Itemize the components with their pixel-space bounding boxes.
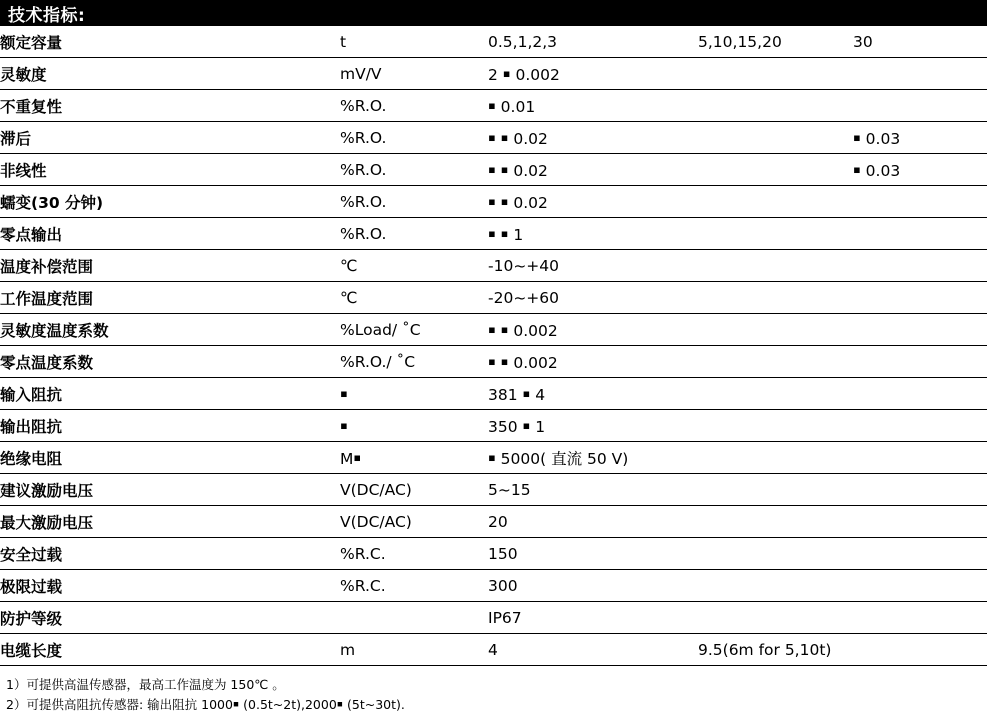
row-unit: M￭ [340, 442, 488, 474]
table-row [0, 538, 987, 570]
row-label: 工作温度范围 [0, 282, 340, 314]
row-value-3 [853, 538, 987, 570]
footnote-2: 2）可提供高阻抗传感器: 输出阻抗 1000￭ (0.5t~2t),2000￭ (5t~30t). [6, 697, 405, 712]
row-value-3: ￭ 0.03 [853, 122, 987, 154]
footnotes [0, 666, 987, 715]
row-value-2 [698, 90, 853, 122]
row-value-2 [698, 346, 853, 378]
row-unit: %R.C. [340, 538, 488, 570]
row-label: 零点输出 [0, 218, 340, 250]
row-value-1: 4 [488, 634, 698, 666]
row-label: 非线性 [0, 154, 340, 186]
row-value-1: ￭ ￭ 1 [488, 218, 698, 250]
row-value-3 [853, 314, 987, 346]
row-value-2 [698, 186, 853, 218]
table-row [0, 378, 987, 410]
row-unit: V(DC/AC) [340, 474, 488, 506]
row-label: 额定容量 [0, 26, 340, 58]
table-row [0, 282, 987, 314]
row-value-1: ￭ 5000( 直流 50 V) [488, 442, 698, 474]
row-value-2 [698, 154, 853, 186]
row-value-1: 350 ￭ 1 [488, 410, 698, 442]
row-value-3 [853, 186, 987, 218]
row-value-2 [698, 506, 853, 538]
row-value-1: IP67 [488, 602, 698, 634]
row-value-2 [698, 282, 853, 314]
row-label: 绝缘电阻 [0, 442, 340, 474]
row-value-1: 381 ￭ 4 [488, 378, 698, 410]
row-value-2 [698, 538, 853, 570]
table-row [0, 602, 987, 634]
row-value-1: 300 [488, 570, 698, 602]
row-label: 灵敏度 [0, 58, 340, 90]
row-unit: V(DC/AC) [340, 506, 488, 538]
table-row [0, 410, 987, 442]
footnote-1: 1）可提供高温传感器，最高工作温度为 150℃ 。 [6, 677, 285, 692]
row-value-2 [698, 570, 853, 602]
table-row [0, 26, 987, 58]
row-value-3 [853, 410, 987, 442]
row-label: 灵敏度温度系数 [0, 314, 340, 346]
table-row [0, 218, 987, 250]
row-label: 温度补偿范围 [0, 250, 340, 282]
row-value-3 [853, 90, 987, 122]
row-label: 电缆长度 [0, 634, 340, 666]
row-label: 防护等级 [0, 602, 340, 634]
row-label: 输入阻抗 [0, 378, 340, 410]
row-value-3 [853, 250, 987, 282]
table-row [0, 506, 987, 538]
table-row [0, 90, 987, 122]
row-label: 蠕变(30 分钟) [0, 186, 340, 218]
page-title: 技术指标: [8, 5, 86, 26]
row-value-1: ￭ ￭ 0.02 [488, 154, 698, 186]
table-row [0, 346, 987, 378]
table-row [0, 154, 987, 186]
row-value-3 [853, 346, 987, 378]
table-row [0, 58, 987, 90]
row-value-3: 30 [853, 26, 987, 58]
section-title-bar [0, 0, 987, 26]
table-row [0, 122, 987, 154]
row-value-3 [853, 474, 987, 506]
row-unit [340, 602, 488, 634]
row-unit: %R.C. [340, 570, 488, 602]
table-body [0, 26, 987, 666]
table-row [0, 570, 987, 602]
row-value-2 [698, 250, 853, 282]
row-label: 极限过载 [0, 570, 340, 602]
row-value-2: 5,10,15,20 [698, 26, 853, 58]
row-value-1: -10~+40 [488, 250, 698, 282]
row-unit: %R.O. [340, 122, 488, 154]
row-value-2 [698, 122, 853, 154]
row-label: 零点温度系数 [0, 346, 340, 378]
row-value-2 [698, 474, 853, 506]
row-unit: ￭ [340, 378, 488, 410]
table-row [0, 634, 987, 666]
row-label: 滞后 [0, 122, 340, 154]
row-value-1: 2 ￭ 0.002 [488, 58, 698, 90]
row-value-3 [853, 282, 987, 314]
row-unit: ℃ [340, 250, 488, 282]
row-value-2 [698, 442, 853, 474]
row-label: 安全过载 [0, 538, 340, 570]
table-row [0, 186, 987, 218]
row-value-1: ￭ 0.01 [488, 90, 698, 122]
row-unit: t [340, 26, 488, 58]
row-unit: %Load/ ˚C [340, 314, 488, 346]
row-value-3 [853, 506, 987, 538]
row-unit: mV/V [340, 58, 488, 90]
row-value-2 [698, 314, 853, 346]
row-label: 建议激励电压 [0, 474, 340, 506]
row-unit: %R.O. [340, 218, 488, 250]
row-unit: %R.O. [340, 154, 488, 186]
row-value-3: ￭ 0.03 [853, 154, 987, 186]
row-unit: %R.O. [340, 186, 488, 218]
row-value-1: ￭ ￭ 0.002 [488, 314, 698, 346]
table-row [0, 314, 987, 346]
row-value-3 [853, 218, 987, 250]
row-value-1: 0.5,1,2,3 [488, 26, 698, 58]
row-value-2 [698, 218, 853, 250]
row-value-1: ￭ ￭ 0.02 [488, 186, 698, 218]
row-label: 输出阻抗 [0, 410, 340, 442]
row-value-1: 20 [488, 506, 698, 538]
row-value-1: ￭ ￭ 0.02 [488, 122, 698, 154]
row-value-3 [853, 570, 987, 602]
row-value-2 [698, 58, 853, 90]
row-value-1: 5~15 [488, 474, 698, 506]
row-value-3 [853, 634, 987, 666]
row-value-2 [698, 602, 853, 634]
row-value-2 [698, 378, 853, 410]
row-label: 不重复性 [0, 90, 340, 122]
row-unit: m [340, 634, 488, 666]
row-unit: ℃ [340, 282, 488, 314]
row-unit: %R.O./ ˚C [340, 346, 488, 378]
row-value-3 [853, 602, 987, 634]
row-label: 最大激励电压 [0, 506, 340, 538]
row-value-3 [853, 58, 987, 90]
row-value-3 [853, 442, 987, 474]
row-value-2 [698, 410, 853, 442]
row-unit: %R.O. [340, 90, 488, 122]
row-value-2: 9.5(6m for 5,10t) [698, 634, 853, 666]
row-value-1: 150 [488, 538, 698, 570]
table-row [0, 442, 987, 474]
row-value-1: -20~+60 [488, 282, 698, 314]
specifications-table [0, 26, 987, 666]
row-unit: ￭ [340, 410, 488, 442]
row-value-3 [853, 378, 987, 410]
row-value-1: ￭ ￭ 0.002 [488, 346, 698, 378]
table-row [0, 250, 987, 282]
table-row [0, 474, 987, 506]
